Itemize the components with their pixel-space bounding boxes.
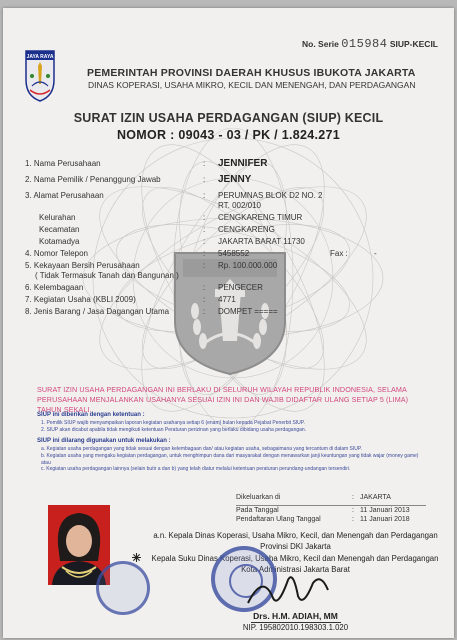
field-colon: :	[203, 191, 206, 200]
header-department: DINAS KOPERASI, USAHA MIKRO, KECIL DAN MENENGAH, DAN PERDAGANGAN	[88, 80, 416, 90]
field-colon: :	[203, 213, 206, 222]
asterisk-icon	[132, 553, 141, 562]
signature-line-2: Provinsi DKI Jakarta	[260, 542, 331, 551]
field-colon: :	[203, 175, 206, 184]
prohibition-item: b. Kegiatan usaha yang mengaku kegiatan perdagangan, untuk menghimpun dana dari masyarakat dengan menawarkan janji keuntungan yang tidak wajar (money game) atau	[41, 453, 419, 466]
field-value: 5458552	[218, 249, 250, 258]
issue-label: Pendaftaran Ulang Tanggal	[236, 516, 321, 523]
field-label: Kotamadya	[39, 237, 80, 246]
field-value: JAKARTA BARAT 11730	[218, 237, 305, 246]
field-colon: :	[203, 159, 206, 168]
serial-suffix: SIUP-KECIL	[389, 39, 438, 49]
field-colon: :	[203, 283, 206, 292]
field-label: 6. Kelembagaan	[25, 283, 84, 292]
signature-line-4: Kota Administrasi Jakarta Barat	[241, 565, 350, 574]
issue-value: 11 Januari 2013	[360, 507, 410, 514]
field-colon: :	[203, 307, 206, 316]
terms-item: 1. Pemilik SIUP wajib menyampaikan laporan kegiatan usahanya setiap 6 (enam) bulan kepada Pejabat Penerbit SIUP.	[41, 420, 305, 426]
stamp-left	[96, 561, 150, 615]
field-colon: :	[203, 225, 206, 234]
prohibitions-heading: SIUP ini dilarang digunakan untuk melakukan :	[37, 438, 171, 444]
field-label: Kelurahan	[39, 213, 76, 222]
prohibition-item: a. Kegiatan usaha perdagangan yang tidak sesuai dengan kelembagaan dan/ atau kegiatan usaha, sebagaimana yang tercantum di dalam SIUP.	[41, 446, 362, 452]
serial-value: 015984	[341, 37, 388, 51]
field-label: 3. Alamat Perusahaan	[25, 191, 104, 200]
field-value: 4771	[218, 295, 236, 304]
field-label: 7. Kegiatan Usaha (KBLI 2009)	[25, 295, 136, 304]
issue-colon: :	[352, 494, 354, 501]
field-label: 5. Kekayaan Bersih Perusahaan	[25, 261, 140, 270]
issue-divider	[236, 505, 426, 506]
signatory-nip: NIP. 195802010.198303.1.020	[242, 623, 349, 632]
signature-line-1: a.n. Kepala Dinas Koperasi, Usaha Mikro, Kecil, dan Menengah dan Perdagangan	[153, 531, 438, 540]
issue-label: Dikeluarkan di	[236, 494, 281, 501]
signature-scribble	[243, 568, 333, 613]
field-label: Kecamatan	[39, 225, 80, 234]
terms-item: 2. SIUP akan dicabut apabila tidak mengikuti ketentuan Peraturan perizinan yang berlaku dibidang usaha perdagangan.	[41, 427, 307, 433]
serial-label: No. Serie	[302, 39, 339, 49]
document-title: SURAT IZIN USAHA PERDAGANGAN (SIUP) KECIL	[73, 111, 384, 125]
field-value: PERUMNAS BLOK D2 NO. 2	[218, 191, 323, 200]
issue-colon: :	[352, 507, 354, 514]
field-label: ( Tidak Termasuk Tanah dan Bangunan )	[35, 271, 179, 280]
issue-value: 11 Januari 2018	[360, 516, 410, 523]
field-colon: :	[203, 261, 206, 270]
serial-number	[302, 37, 438, 51]
field-value: DOMPET =====	[218, 307, 278, 316]
field-value: CENGKARENG	[218, 225, 275, 234]
jakarta-logo	[25, 50, 55, 102]
field-colon: :	[203, 295, 206, 304]
terms-heading: SIUP ini diberikan dengan ketentuan :	[37, 412, 145, 418]
fax-value: -	[374, 249, 377, 258]
field-value: PENGECER	[218, 283, 263, 292]
signatory-name: Drs. H.M. ADIAH, MM	[253, 611, 338, 621]
field-value: JENNIFER	[218, 158, 268, 169]
issue-label: Pada Tanggal	[236, 507, 279, 514]
field-value: Rp. 100.000.000	[218, 261, 278, 270]
header-government: PEMERINTAH PROVINSI DAERAH KHUSUS IBUKOTA JAKARTA	[87, 67, 416, 79]
signature-line-3: Kepala Suku Dinas Koperasi, Usaha Mikro, Kecil dan Menengah dan Perdagangan	[151, 554, 439, 563]
fax-label: Fax :	[330, 249, 348, 258]
prohibition-item: c. Kegiatan usaha perdagangan lainnya (selain butir a dan b) yang telah diatur melalui ketentuan peraturan perundang-undangan tersendiri.	[41, 466, 351, 472]
document-number: NOMOR : 09043 - 03 / PK / 1.824.271	[116, 128, 341, 142]
field-value: CENGKARENG TIMUR	[218, 213, 303, 222]
validity-notice: SURAT IZIN USAHA PERDAGANGAN INI BERLAKU DI SELURUH WILAYAH REPUBLIK INDONESIA, SELAMA PERUSAHAAN MENJALANKAN USAHANYA SESUAI IZIN INI DAN WAJIB DIDAFTAR ULANG SETIAP 5 (LIMA) TAHUN SEKALI.	[37, 385, 409, 414]
field-label: 8. Jenis Barang / Jasa Dagangan Utama	[25, 307, 170, 316]
field-colon: :	[203, 237, 206, 246]
field-value: RT. 002/010	[218, 201, 261, 210]
field-label: 1. Nama Perusahaan	[25, 159, 101, 168]
issue-value: JAKARTA	[360, 494, 391, 501]
field-value: JENNY	[218, 174, 252, 185]
siup-certificate	[3, 8, 454, 638]
field-colon: :	[203, 249, 206, 258]
issue-colon: :	[352, 516, 354, 523]
logo-text: JAYA RAYA	[26, 54, 54, 60]
field-label: 4. Nomor Telepon	[25, 249, 88, 258]
field-label: 2. Nama Pemilik / Penanggung Jawab	[25, 175, 161, 184]
